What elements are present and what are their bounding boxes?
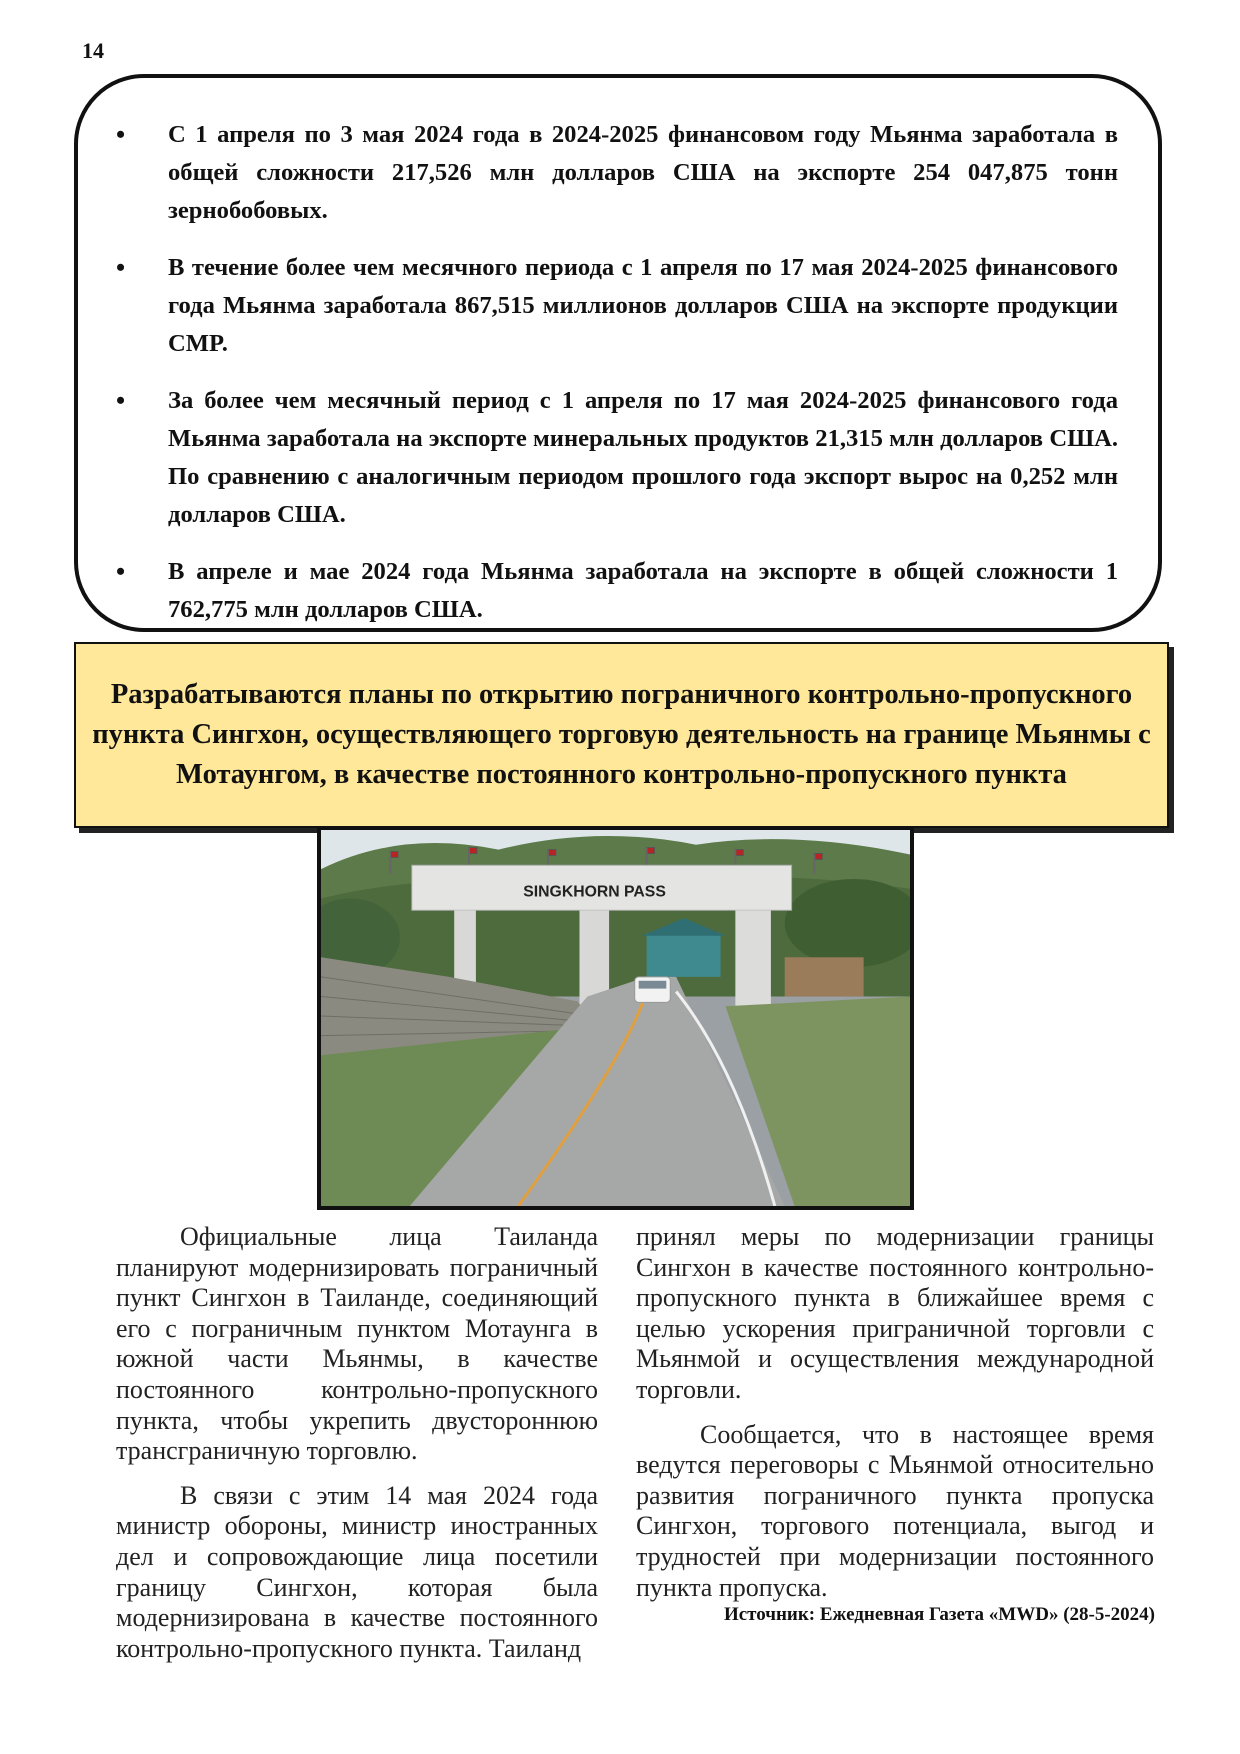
article-column-left: [116, 1222, 598, 1678]
bullet-icon: •: [116, 253, 126, 282]
article-headline: Разрабатываются планы по открытию пограничного контрольно-пропускного пункта Сингхон, осуществляющего торговую деятельность на границе Мьянмы с Мотаунгом, в качестве постоянного контрольно-пропускного пункта: [92, 679, 1151, 790]
summary-item: [106, 553, 1118, 629]
summary-item: [106, 116, 1118, 230]
summary-item-text: В течение более чем месячного периода с 1 апреля по 17 мая 2024-2025 финансового года Мьянма заработала 867,515 миллионов долларов США на экспорте продукции CMP.: [168, 254, 1118, 357]
article-paragraph: принял меры по модернизации границы Сингхон в качестве постоянного контрольно-пропускного пункта в ближайшее время с целью ускорения приграничной торговли с Мьянмой и осуществления международной торговли.: [636, 1222, 1154, 1404]
border-gate-illustration: [321, 830, 910, 1206]
article-column-right: [636, 1222, 1154, 1617]
border-gate-photo: [317, 826, 914, 1210]
bullet-icon: •: [116, 120, 126, 149]
summary-list: [106, 116, 1118, 629]
article-paragraph: Сообщается, что в настоящее время ведутся переговоры с Мьянмой относительно развития пограничного пункта пропуска Сингхон, торгового потенциала, выгод и трудностей при модернизации постоянного пункта пропуска.: [636, 1419, 1154, 1602]
source-citation: Источник: Ежедневная Газета «MWD» (28-5-2024): [723, 1604, 1155, 1625]
bullet-icon: •: [116, 386, 126, 415]
summary-item-text: За более чем месячный период с 1 апреля по 17 мая 2024-2025 финансового года Мьянма заработала на экспорте минеральных продуктов 21,315 млн долларов США. По сравнению с аналогичным периодом прошлого года экспорт вырос на 0,252 млн долларов США.: [168, 387, 1118, 528]
summary-item: [106, 249, 1118, 363]
bullet-icon: •: [116, 557, 126, 586]
article-paragraph: Официальные лица Таиланда планируют модернизировать пограничный пункт Сингхон в Таиланде, соединяющий его с пограничным пунктом Мотаунга в южной части Мьянмы, в качестве постоянного контрольно-пропускного пункта, чтобы укрепить двустороннюю трансграничную торговлю.: [116, 1222, 598, 1466]
summary-item-text: В апреле и мае 2024 года Мьянма заработала на экспорте в общей сложности 1 762,775 млн долларов США.: [168, 558, 1118, 623]
summary-item: [106, 382, 1118, 534]
gate-sign-text: SINGKHORN PASS: [523, 883, 666, 901]
summary-item-text: С 1 апреля по 3 мая 2024 года в 2024-2025 финансовом году Мьянма заработала в общей сложности 217,526 млн долларов США на экспорте 254 047,875 тонн зернобобовых.: [168, 121, 1118, 224]
article-paragraph: В связи с этим 14 мая 2024 года министр обороны, министр иностранных дел и сопровождающие лица посетили границу Сингхон, которая была модернизирована в качестве постоянного контрольно-пропускного пункта. Таиланд: [116, 1480, 598, 1663]
summary-box: [74, 74, 1162, 632]
page-number: 14: [82, 38, 104, 63]
headline-box: [74, 642, 1169, 828]
